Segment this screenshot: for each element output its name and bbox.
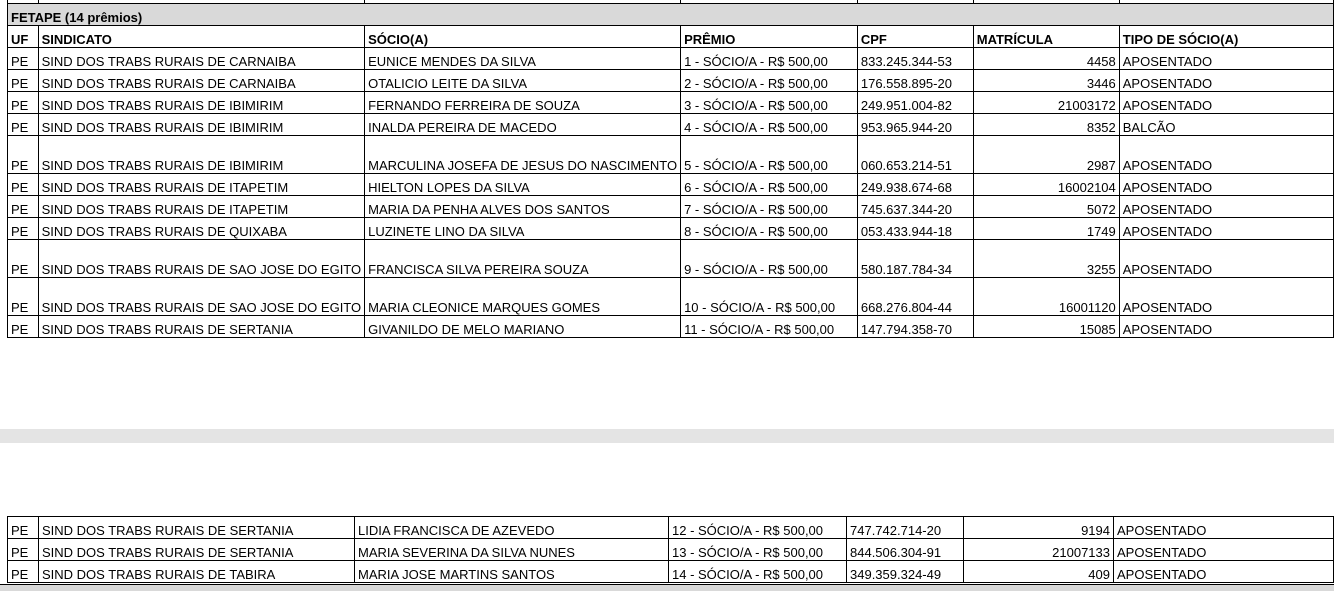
tipo-cell: APOSENTADO xyxy=(1119,240,1333,278)
matricula-cell: 1749 xyxy=(973,218,1119,240)
premio-cell: 1 - SÓCIO/A - R$ 500,00 xyxy=(681,48,858,70)
matricula-cell: 9194 xyxy=(964,517,1114,539)
column-header-row xyxy=(8,26,1334,48)
prize-table-top xyxy=(7,0,1334,338)
col-header-cpf: CPF xyxy=(857,26,973,48)
sindicato-cell: SIND DOS TRABS RURAIS DE CARNAIBA xyxy=(38,70,365,92)
prize-table-bottom xyxy=(7,516,1334,583)
sindicato-cell: SIND DOS TRABS RURAIS DE QUIXABA xyxy=(38,218,365,240)
table-row xyxy=(8,278,1334,316)
socio-cell: FRANCISCA SILVA PEREIRA SOUZA xyxy=(365,240,681,278)
tipo-cell: APOSENTADO xyxy=(1119,218,1333,240)
table-row xyxy=(8,48,1334,70)
premio-cell: 13 - SÓCIO/A - R$ 500,00 xyxy=(669,539,847,561)
cpf-cell: 147.794.358-70 xyxy=(857,316,973,338)
col-header-matricula: MATRÍCULA xyxy=(973,26,1119,48)
table-row xyxy=(8,316,1334,338)
premio-cell: 8 - SÓCIO/A - R$ 500,00 xyxy=(681,218,858,240)
section-title: FETAPE (14 prêmios) xyxy=(8,4,1334,26)
matricula-cell: 3255 xyxy=(973,240,1119,278)
matricula-cell: 15085 xyxy=(973,316,1119,338)
cpf-cell: 060.653.214-51 xyxy=(857,136,973,174)
table-row xyxy=(8,114,1334,136)
table-row xyxy=(8,561,1334,583)
sindicato-cell: SIND DOS TRABS RURAIS DE TABIRA xyxy=(39,561,355,583)
sindicato-cell: SIND DOS TRABS RURAIS DE SAO JOSE DO EGITO xyxy=(38,278,365,316)
col-header-uf: UF xyxy=(8,26,39,48)
tipo-cell: APOSENTADO xyxy=(1114,539,1334,561)
table-row xyxy=(8,218,1334,240)
socio-cell: MARCULINA JOSEFA DE JESUS DO NASCIMENTO xyxy=(365,136,681,174)
sindicato-cell: SIND DOS TRABS RURAIS DE ITAPETIM xyxy=(38,196,365,218)
uf-cell: PE xyxy=(8,316,39,338)
uf-cell: PE xyxy=(8,196,39,218)
table-row xyxy=(8,70,1334,92)
matricula-cell: 409 xyxy=(964,561,1114,583)
socio-cell: HIELTON LOPES DA SILVA xyxy=(365,174,681,196)
matricula-cell: 8352 xyxy=(973,114,1119,136)
premio-cell: 4 - SÓCIO/A - R$ 500,00 xyxy=(681,114,858,136)
socio-cell: GIVANILDO DE MELO MARIANO xyxy=(365,316,681,338)
table-row xyxy=(8,174,1334,196)
premio-cell: 5 - SÓCIO/A - R$ 500,00 xyxy=(681,136,858,174)
col-header-socio: SÓCIO(A) xyxy=(365,26,681,48)
socio-cell: MARIA SEVERINA DA SILVA NUNES xyxy=(355,539,669,561)
cpf-cell: 953.965.944-20 xyxy=(857,114,973,136)
col-header-sindicato: SINDICATO xyxy=(38,26,365,48)
tipo-cell: APOSENTADO xyxy=(1114,561,1334,583)
uf-cell: PE xyxy=(8,48,39,70)
socio-cell: INALDA PEREIRA DE MACEDO xyxy=(365,114,681,136)
col-header-tipo: TIPO DE SÓCIO(A) xyxy=(1119,26,1333,48)
sindicato-cell: SIND DOS TRABS RURAIS DE IBIMIRIM xyxy=(38,114,365,136)
premio-cell: 3 - SÓCIO/A - R$ 500,00 xyxy=(681,92,858,114)
table-row xyxy=(8,196,1334,218)
uf-cell: PE xyxy=(8,539,39,561)
socio-cell: LIDIA FRANCISCA DE AZEVEDO xyxy=(355,517,669,539)
matricula-cell: 5072 xyxy=(973,196,1119,218)
socio-cell: MARIA CLEONICE MARQUES GOMES xyxy=(365,278,681,316)
section-title-row xyxy=(8,4,1334,26)
socio-cell: LUZINETE LINO DA SILVA xyxy=(365,218,681,240)
cpf-cell: 053.433.944-18 xyxy=(857,218,973,240)
uf-cell: PE xyxy=(8,517,39,539)
tipo-cell: APOSENTADO xyxy=(1119,92,1333,114)
page-break-band xyxy=(0,429,1334,443)
premio-cell: 2 - SÓCIO/A - R$ 500,00 xyxy=(681,70,858,92)
sindicato-cell: SIND DOS TRABS RURAIS DE IBIMIRIM xyxy=(38,92,365,114)
table-row xyxy=(8,92,1334,114)
cpf-cell: 249.951.004-82 xyxy=(857,92,973,114)
uf-cell: PE xyxy=(8,174,39,196)
premio-cell: 11 - SÓCIO/A - R$ 500,00 xyxy=(681,316,858,338)
matricula-cell: 4458 xyxy=(973,48,1119,70)
uf-cell: PE xyxy=(8,136,39,174)
tipo-cell: APOSENTADO xyxy=(1119,316,1333,338)
socio-cell: MARIA DA PENHA ALVES DOS SANTOS xyxy=(365,196,681,218)
uf-cell: PE xyxy=(8,278,39,316)
table-row xyxy=(8,539,1334,561)
socio-cell: MARIA JOSE MARTINS SANTOS xyxy=(355,561,669,583)
socio-cell: EUNICE MENDES DA SILVA xyxy=(365,48,681,70)
table-row xyxy=(8,136,1334,174)
uf-cell: PE xyxy=(8,240,39,278)
sindicato-cell: SIND DOS TRABS RURAIS DE ITAPETIM xyxy=(38,174,365,196)
table-row xyxy=(8,517,1334,539)
matricula-cell: 21007133 xyxy=(964,539,1114,561)
matricula-cell: 3446 xyxy=(973,70,1119,92)
tipo-cell: APOSENTADO xyxy=(1119,196,1333,218)
uf-cell: PE xyxy=(8,70,39,92)
uf-cell: PE xyxy=(8,114,39,136)
premio-cell: 10 - SÓCIO/A - R$ 500,00 xyxy=(681,278,858,316)
matricula-cell: 2987 xyxy=(973,136,1119,174)
sindicato-cell: SIND DOS TRABS RURAIS DE SAO JOSE DO EGITO xyxy=(38,240,365,278)
sindicato-cell: SIND DOS TRABS RURAIS DE SERTANIA xyxy=(39,539,355,561)
uf-cell: PE xyxy=(8,561,39,583)
cpf-cell: 580.187.784-34 xyxy=(857,240,973,278)
tipo-cell: APOSENTADO xyxy=(1119,48,1333,70)
matricula-cell: 21003172 xyxy=(973,92,1119,114)
cpf-cell: 747.742.714-20 xyxy=(847,517,964,539)
tipo-cell: APOSENTADO xyxy=(1114,517,1334,539)
socio-cell: OTALICIO LEITE DA SILVA xyxy=(365,70,681,92)
matricula-cell: 16002104 xyxy=(973,174,1119,196)
uf-cell: PE xyxy=(8,218,39,240)
col-header-premio: PRÊMIO xyxy=(681,26,858,48)
matricula-cell: 16001120 xyxy=(973,278,1119,316)
sindicato-cell: SIND DOS TRABS RURAIS DE SERTANIA xyxy=(38,316,365,338)
cpf-cell: 844.506.304-91 xyxy=(847,539,964,561)
cpf-cell: 349.359.324-49 xyxy=(847,561,964,583)
socio-cell: FERNANDO FERREIRA DE SOUZA xyxy=(365,92,681,114)
premio-cell: 12 - SÓCIO/A - R$ 500,00 xyxy=(669,517,847,539)
tipo-cell: BALCÃO xyxy=(1119,114,1333,136)
table-row xyxy=(8,240,1334,278)
premio-cell: 14 - SÓCIO/A - R$ 500,00 xyxy=(669,561,847,583)
premio-cell: 7 - SÓCIO/A - R$ 500,00 xyxy=(681,196,858,218)
sindicato-cell: SIND DOS TRABS RURAIS DE IBIMIRIM xyxy=(38,136,365,174)
tipo-cell: APOSENTADO xyxy=(1119,174,1333,196)
cpf-cell: 176.558.895-20 xyxy=(857,70,973,92)
premio-cell: 6 - SÓCIO/A - R$ 500,00 xyxy=(681,174,858,196)
cpf-cell: 668.276.804-44 xyxy=(857,278,973,316)
tipo-cell: APOSENTADO xyxy=(1119,278,1333,316)
cpf-cell: 249.938.674-68 xyxy=(857,174,973,196)
premio-cell: 9 - SÓCIO/A - R$ 500,00 xyxy=(681,240,858,278)
sindicato-cell: SIND DOS TRABS RURAIS DE SERTANIA xyxy=(39,517,355,539)
uf-cell: PE xyxy=(8,92,39,114)
sindicato-cell: SIND DOS TRABS RURAIS DE CARNAIBA xyxy=(38,48,365,70)
cpf-cell: 745.637.344-20 xyxy=(857,196,973,218)
tipo-cell: APOSENTADO xyxy=(1119,136,1333,174)
cpf-cell: 833.245.344-53 xyxy=(857,48,973,70)
tipo-cell: APOSENTADO xyxy=(1119,70,1333,92)
